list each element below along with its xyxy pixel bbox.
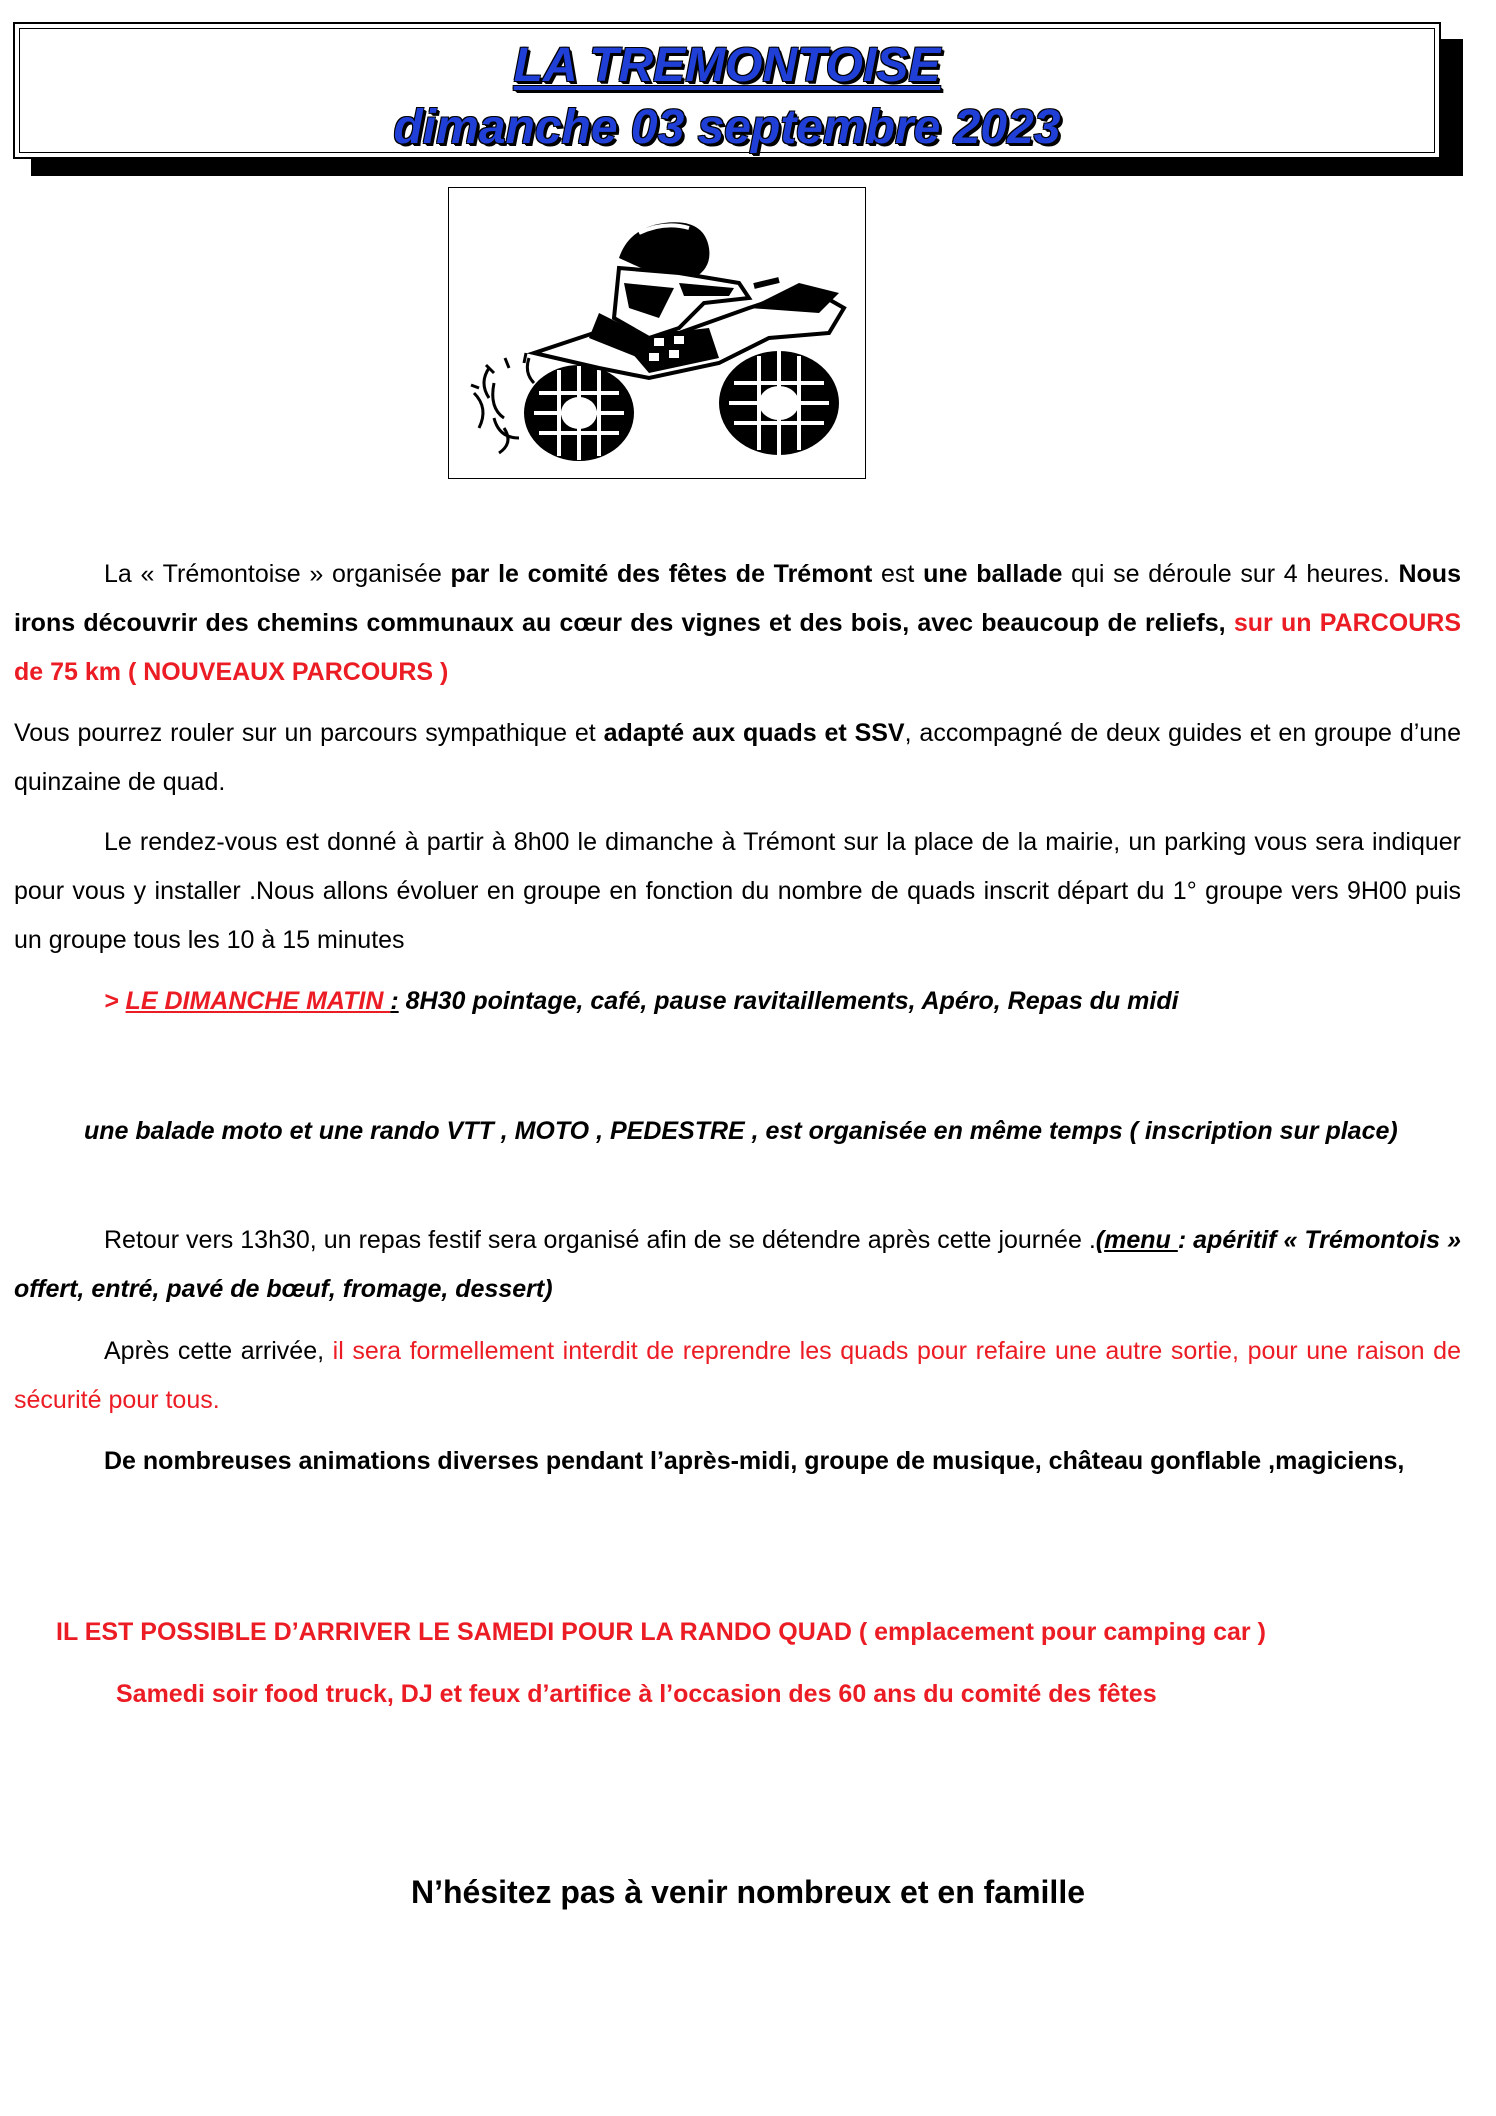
text-intro-c: est	[872, 560, 924, 588]
dust-spray	[471, 353, 534, 453]
paragraph-return-meal	[14, 1216, 1461, 1314]
text-intro-ballade: une ballade	[923, 560, 1063, 588]
paragraph-route	[14, 709, 1461, 807]
text-intro-organizer: par le comité des fêtes de Trémont	[450, 560, 873, 588]
text-return-paren: (	[1095, 1226, 1105, 1254]
text-intro-discover: Nous irons découvrir des chemins communaux au cœur des vignes et des bois, avec beaucoup de reliefs,	[14, 560, 1461, 637]
quad-atv-rider-icon	[448, 187, 866, 479]
page-title: LA TREMONTOISE	[513, 39, 941, 92]
paragraph-saturday-arrival: IL EST POSSIBLE D’ARRIVER LE SAMEDI POUR LA RANDO QUAD ( emplacement pour camping car )	[56, 1618, 1266, 1646]
sunday-morning-schedule: 8H30 pointage, café, pause ravitaillements, Apéro, Repas du midi	[398, 987, 1179, 1015]
text-route-c: , accompagné de deux guides et en groupe d’une quinzaine de quad.	[14, 719, 1461, 796]
text-safety-warning: il sera formellement interdit de reprendre les quads pour refaire une autre sortie, pour une raison de sécurité pour tous.	[14, 1337, 1461, 1414]
text-intro-a: La « Trémontoise » organisée	[104, 560, 451, 588]
arrow-marker: >	[104, 987, 126, 1015]
paragraph-animations: De nombreuses animations diverses pendant l’après-midi, groupe de musique, château gonflable ,magiciens,	[104, 1447, 1405, 1475]
sunday-morning-colon: :	[390, 987, 399, 1015]
text-route-a: Vous pourrez rouler sur un parcours sympathique et	[14, 719, 604, 747]
paragraph-saturday-evening: Samedi soir food truck, DJ et feux d’artifice à l’occasion des 60 ans du comité des fêtes	[116, 1680, 1157, 1708]
text-route-adapted: adapté aux quads et SSV	[603, 719, 905, 747]
sunday-morning-label: LE DIMANCHE MATIN	[125, 987, 391, 1015]
paragraph-safety	[14, 1327, 1461, 1425]
page-date: dimanche 03 septembre 2023	[393, 101, 1061, 154]
text-intro-e: qui se déroule sur 4 heures.	[1062, 560, 1399, 588]
text-safety-a: Après cette arrivée,	[104, 1337, 333, 1365]
paragraph-sunday-morning	[14, 977, 1461, 1026]
text-return-menu-items: : apéritif « Trémontois » offert, entré, pavé de bœuf, fromage, dessert)	[14, 1226, 1461, 1303]
title-box	[13, 22, 1441, 159]
text-return-a: Retour vers 13h30, un repas festif sera organisé afin de se détendre après cette journée .	[104, 1226, 1096, 1254]
paragraph-rendezvous: Le rendez-vous est donné à partir à 8h00 le dimanche à Trémont sur la place de la mairie, un parking vous sera indiquer pour vous y installer .Nous allons évoluer en groupe en fonction du nombre de quads inscrit départ du 1° groupe vers 9H00 puis un groupe tous les 10 à 15 minutes	[14, 828, 1461, 954]
paragraph-balade-moto: une balade moto et une rando VTT , MOTO , PEDESTRE , est organisée en même temps ( inscription sur place)	[84, 1117, 1398, 1145]
text-intro-parcours: sur un PARCOURS de 75 km ( NOUVEAUX PARCOURS )	[14, 609, 1461, 686]
closing-invitation: N’hésitez pas à venir nombreux et en famille	[411, 1874, 1085, 1910]
text-return-menu: menu	[1104, 1226, 1178, 1254]
paragraph-intro	[14, 550, 1461, 697]
